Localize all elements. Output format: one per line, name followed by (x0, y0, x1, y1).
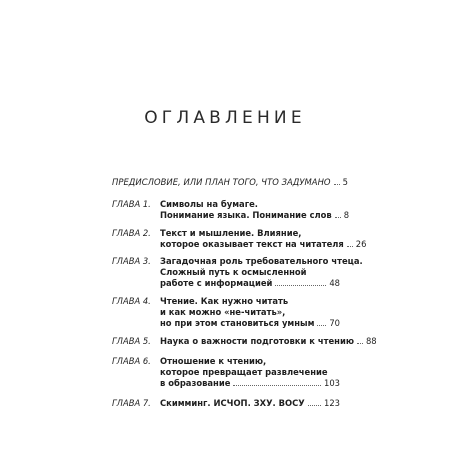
chapter-title-line: Текст и мышление. Влияние, (160, 228, 302, 238)
chapter-title-line: в образование (160, 378, 231, 389)
chapter-title-line: Сложный путь к осмысленной (160, 267, 307, 278)
chapter-title-line: Понимание языка. Понимание слов (160, 210, 332, 221)
chapter-title-line: и как можно «не-читать», (160, 307, 286, 318)
page-number: 103 (324, 378, 340, 389)
chapter-title-line: Отношение к чтению, (160, 356, 267, 366)
chapter-label: ГЛАВА 2. (112, 228, 151, 238)
chapter-title (160, 356, 340, 390)
chapter-title (160, 256, 363, 290)
toc-entry-chapter-2 (112, 228, 367, 250)
chapter-title-line: работе с информацией (160, 278, 273, 289)
dot-leader (317, 325, 326, 326)
toc-entry-chapter-4 (112, 296, 340, 330)
toc-entry-chapter-6 (112, 356, 340, 390)
page-number: 8 (343, 210, 350, 221)
page-title: ОГЛАВЛЕНИЕ (144, 108, 306, 128)
dot-leader (335, 217, 341, 218)
chapter-title-line: которое оказывает текст на читателя (160, 239, 344, 250)
chapter-label: ГЛАВА 6. (112, 356, 151, 366)
chapter-title-line: которое превращает развлечение (160, 367, 328, 378)
chapter-title (160, 336, 377, 347)
toc-entry-chapter-5 (112, 336, 377, 347)
chapter-title-line: но при этом становиться умным (160, 318, 315, 329)
page-number: 26 (355, 239, 367, 250)
toc-entry-chapter-1 (112, 199, 350, 221)
dot-leader (334, 184, 340, 185)
page-number: 5 (342, 177, 348, 187)
preface-title: ПРЕДИСЛОВИЕ, ИЛИ ПЛАН ТОГО, ЧТО ЗАДУМАНО (112, 177, 331, 187)
toc-entry-chapter-3 (112, 256, 363, 290)
toc-entry-line (112, 177, 348, 188)
chapter-label: ГЛАВА 4. (112, 296, 151, 306)
chapter-label: ГЛАВА 7. (112, 398, 151, 408)
page-number: 88 (365, 336, 377, 346)
toc-entry-preface (112, 177, 348, 188)
chapter-title (160, 398, 340, 409)
chapter-title (160, 199, 350, 221)
dot-leader (233, 385, 321, 386)
page-number: 48 (329, 278, 340, 289)
chapter-title (160, 228, 367, 250)
chapter-label: ГЛАВА 3. (112, 256, 151, 266)
chapter-label: ГЛАВА 1. (112, 199, 151, 209)
chapter-title-line: Символы на бумаге. (160, 199, 258, 209)
chapter-title-line: Наука о важности подготовки к чтению (160, 336, 354, 346)
page-number: 70 (329, 318, 340, 329)
dot-leader (347, 246, 353, 247)
chapter-label: ГЛАВА 5. (112, 336, 151, 346)
chapter-title-line: Скимминг. ИСЧОП. ЗХУ. ВОСУ (160, 398, 305, 408)
dot-leader (308, 405, 321, 406)
chapter-title-line: Загадочная роль требовательного чтеца. (160, 256, 363, 266)
dot-leader (275, 285, 326, 286)
page-number: 123 (324, 398, 340, 408)
chapter-title (160, 296, 340, 330)
toc-entry-chapter-7 (112, 398, 340, 409)
chapter-title-line: Чтение. Как нужно читать (160, 296, 289, 306)
dot-leader (357, 343, 363, 344)
